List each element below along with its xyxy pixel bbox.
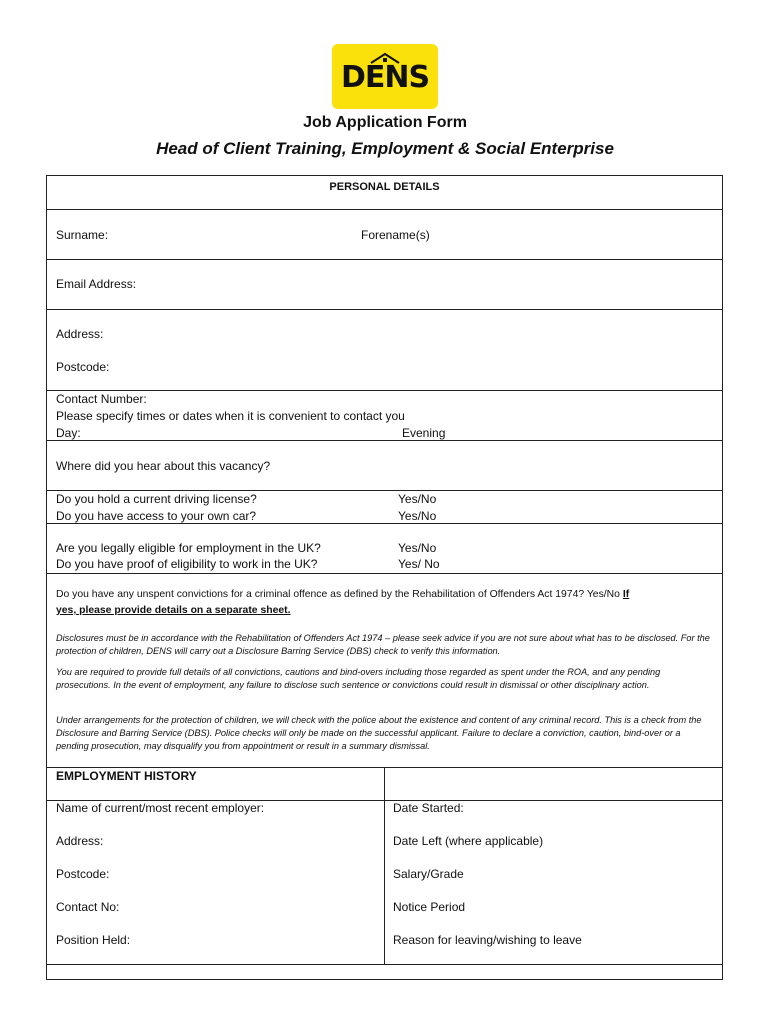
job-title: Head of Client Training, Employment & Social Enterprise [156, 139, 614, 158]
reason-leaving-label: Reason for leaving/wishing to leave [393, 933, 582, 947]
divider [47, 259, 722, 260]
convictions-text: Do you have any unspent convictions for a criminal offence as defined by the Rehabilitation of Offenders Act 1974? Yes/No [56, 589, 620, 600]
address-label: Address: [56, 327, 104, 341]
employer-postcode-label: Postcode: [56, 867, 110, 881]
application-form [46, 175, 723, 980]
logo-text: DENS [340, 60, 430, 95]
contact-number-label: Contact Number: [56, 392, 147, 406]
own-car-answer[interactable]: Yes/No [398, 509, 437, 523]
driving-license-answer[interactable]: Yes/No [398, 492, 437, 506]
date-started-label: Date Started: [393, 801, 464, 815]
proof-uk-question: Do you have proof of eligibility to work in the UK? [56, 557, 318, 571]
employment-history-heading: EMPLOYMENT HISTORY [56, 769, 197, 783]
own-car-question: Do you have access to your own car? [56, 509, 257, 523]
column-divider [384, 767, 385, 964]
divider [47, 523, 722, 524]
vacancy-source-label: Where did you hear about this vacancy? [56, 459, 271, 473]
notice-period-label: Notice Period [393, 900, 466, 914]
postcode-label: Postcode: [56, 360, 110, 374]
eligible-uk-answer[interactable]: Yes/No [398, 541, 437, 555]
driving-license-question: Do you hold a current driving license? [56, 492, 257, 506]
contact-no-label: Contact No: [56, 900, 120, 914]
divider [47, 964, 722, 965]
personal-details-heading: PERSONAL DETAILS [329, 181, 440, 193]
position-held-label: Position Held: [56, 933, 131, 947]
contact-times-label: Please specify times or dates when it is convenient to contact you [56, 409, 405, 423]
divider [47, 309, 722, 310]
proof-uk-answer[interactable]: Yes/ No [398, 557, 440, 571]
divider [47, 573, 722, 574]
date-left-label: Date Left (where applicable) [393, 834, 544, 848]
divider [47, 440, 722, 441]
employer-label: Name of current/most recent employer: [56, 801, 265, 815]
disclosure-note: Disclosures must be in accordance with the Rehabilitation of Offenders Act 1974 – please seek advice if you are not sure about what has to be disclosed. For the protection of children, DENS will carry out a Disclosure Barring Service (DBS) check to verify this information. [56, 633, 710, 656]
evening-label: Evening [402, 426, 446, 440]
eligible-uk-question: Are you legally eligible for employment in the UK? [56, 541, 321, 555]
convictions-if: If [622, 589, 630, 600]
divider [47, 209, 722, 210]
employer-address-label: Address: [56, 834, 104, 848]
convictions-details: yes, please provide details on a separate sheet. [56, 605, 291, 616]
convictions-note: You are required to provide full details of all convictions, cautions and bind-overs including those regarded as spent under the ROA, and any pending prosecutions. In the event of employment, any failure to disclose such sentence or convictions could result in dismissal or other disciplinary action. [56, 667, 661, 690]
salary-label: Salary/Grade [393, 867, 464, 881]
convictions-question [56, 587, 629, 603]
police-check-note: Under arrangements for the protection of children, we will check with the police about the existence and content of any criminal record. This is a check from the Disclosure and Barring Service (DBS). Police checks will only be made on the successful applicant. Failure to declare a conviction, caution, bind-over or a pending prosecution, may disqualify you from appointment or result in a summary dismissal. [56, 715, 702, 751]
email-label: Email Address: [56, 277, 137, 291]
divider [47, 390, 722, 391]
form-title: Job Application Form [303, 114, 467, 131]
day-label: Day: [56, 426, 81, 440]
forename-label: Forename(s) [361, 228, 430, 242]
dens-logo [332, 44, 438, 109]
surname-label: Surname: [56, 228, 109, 242]
